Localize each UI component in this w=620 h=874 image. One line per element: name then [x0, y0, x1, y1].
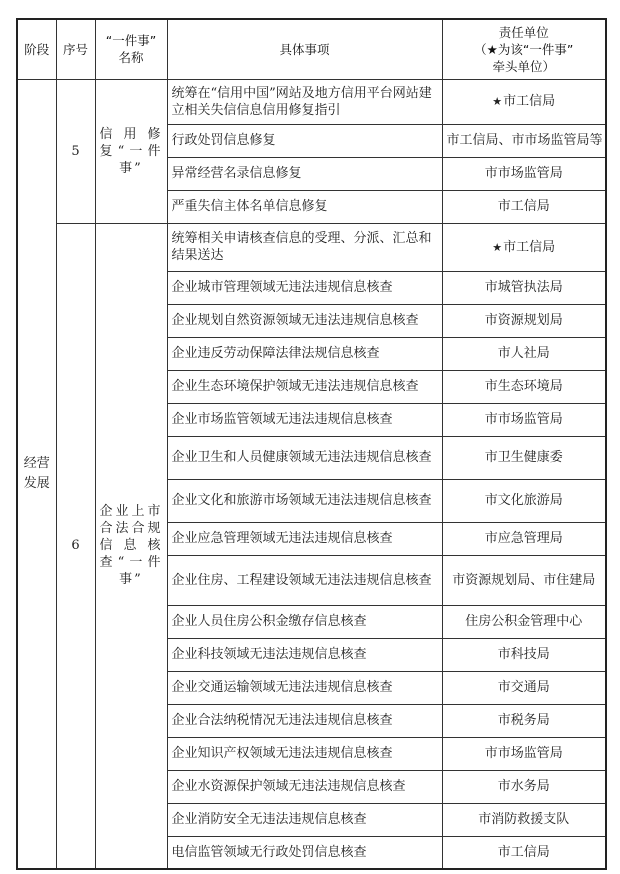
unit-cell: 市资源规划局: [442, 304, 606, 337]
unit-cell: 住房公积金管理中心: [442, 605, 606, 638]
header-item: 具体事项: [167, 19, 442, 79]
item-cell: 企业文化和旅游市场领域无违法违规信息核查: [167, 479, 442, 522]
item-cell: 企业合法纳税情况无违法违规信息核查: [167, 704, 442, 737]
header-name: [95, 19, 167, 79]
item-cell: 企业交通运输领域无违法违规信息核查: [167, 671, 442, 704]
header-row: [17, 19, 606, 79]
unit-cell: 市工信局、市市场监管局等: [442, 124, 606, 157]
header-unit-line3: 牵头单位）: [492, 58, 555, 74]
unit-cell: 市市场监管局: [442, 403, 606, 436]
unit-cell: 市应急管理局: [442, 522, 606, 555]
unit-cell: 市市场监管局: [442, 737, 606, 770]
unit-cell: 市工信局: [442, 190, 606, 223]
header-name-line2: 名称: [118, 50, 144, 66]
table-row: [17, 79, 606, 124]
header-name-line1: “一件事”: [105, 33, 157, 49]
unit-cell: 市消防救援支队: [442, 803, 606, 836]
stage-cell: [17, 79, 56, 869]
item-cell: 企业住房、工程建设领域无违法违规信息核查: [167, 555, 442, 605]
unit-cell: 市卫生健康委: [442, 436, 606, 479]
one-thing-name-cell: 企业上市合法合规信息核查“一件事”: [95, 223, 167, 869]
item-cell: 企业卫生和人员健康领域无违法违规信息核查: [167, 436, 442, 479]
item-cell: 电信监管领域无行政处罚信息核查: [167, 836, 442, 869]
item-cell: 企业违反劳动保障法律法规信息核查: [167, 337, 442, 370]
item-cell: 企业规划自然资源领域无违法违规信息核查: [167, 304, 442, 337]
header-seq: 序号: [56, 19, 95, 79]
table-row: [17, 223, 606, 271]
header-unit-line2: （★为该“一件事”: [474, 41, 574, 57]
seq-cell: 5: [56, 79, 95, 223]
seq-cell: 6: [56, 223, 95, 869]
star-icon: ★: [492, 95, 503, 108]
unit-cell: [442, 79, 606, 124]
item-cell: 企业生态环境保护领域无违法违规信息核查: [167, 370, 442, 403]
item-cell: 企业水资源保护领域无违法违规信息核查: [167, 770, 442, 803]
header-unit-line1: 责任单位: [498, 24, 549, 40]
item-cell: 行政处罚信息修复: [167, 124, 442, 157]
item-cell: 统筹相关申请核查信息的受理、分派、汇总和结果送达: [167, 223, 442, 271]
unit-cell: 市资源规划局、市住建局: [442, 555, 606, 605]
item-cell: 严重失信主体名单信息修复: [167, 190, 442, 223]
unit-cell: 市生态环境局: [442, 370, 606, 403]
item-cell: 企业市场监管领域无违法违规信息核查: [167, 403, 442, 436]
unit-text: 市工信局: [503, 94, 556, 109]
one-thing-name-cell: 信用修复“一件事”: [95, 79, 167, 223]
item-cell: 企业知识产权领域无违法违规信息核查: [167, 737, 442, 770]
unit-cell: 市税务局: [442, 704, 606, 737]
responsibility-table: [16, 18, 607, 870]
item-cell: 企业城市管理领域无违法违规信息核查: [167, 271, 442, 304]
unit-cell: 市文化旅游局: [442, 479, 606, 522]
unit-cell: [442, 223, 606, 271]
unit-cell: 市科技局: [442, 638, 606, 671]
unit-cell: 市交通局: [442, 671, 606, 704]
item-cell: 企业消防安全无违法违规信息核查: [167, 803, 442, 836]
star-icon: ★: [492, 240, 503, 254]
item-cell: 异常经营名录信息修复: [167, 157, 442, 190]
item-cell: 企业应急管理领域无违法违规信息核查: [167, 522, 442, 555]
unit-cell: 市工信局: [442, 836, 606, 869]
item-cell: 企业科技领域无违法违规信息核查: [167, 638, 442, 671]
stage-label: 经营发展: [23, 455, 50, 491]
unit-cell: 市水务局: [442, 770, 606, 803]
item-cell: 统筹在“信用中国”网站及地方信用平台网站建立相关失信信息信用修复指引: [167, 79, 442, 124]
unit-cell: 市市场监管局: [442, 157, 606, 190]
unit-cell: 市人社局: [442, 337, 606, 370]
header-unit: [442, 19, 606, 79]
item-cell: 企业人员住房公积金缴存信息核查: [167, 605, 442, 638]
header-stage: 阶段: [17, 19, 56, 79]
unit-cell: 市城管执法局: [442, 271, 606, 304]
unit-text: 市工信局: [503, 239, 556, 255]
